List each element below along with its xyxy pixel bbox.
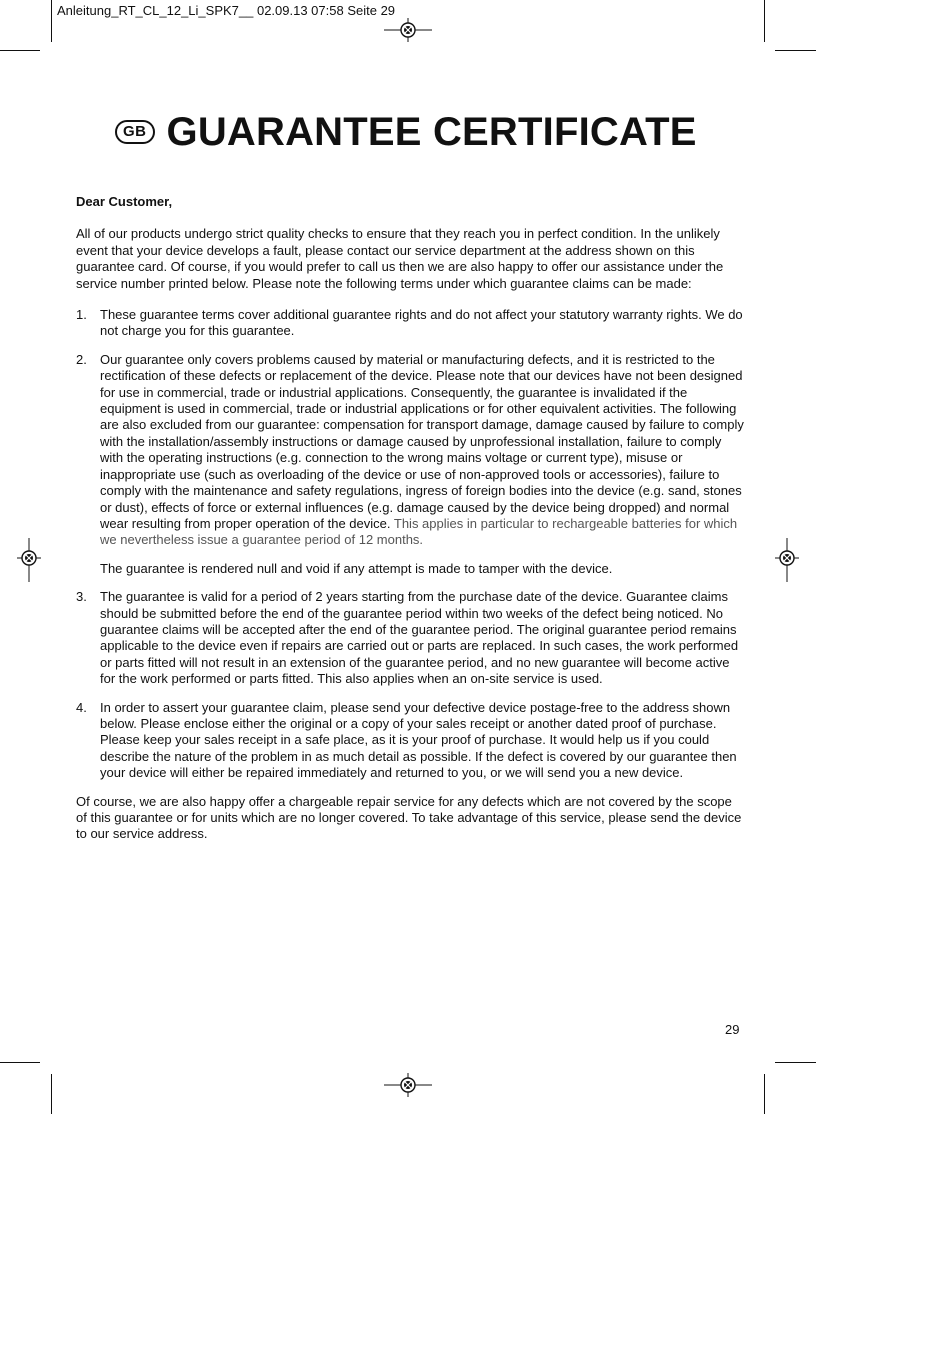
intro-paragraph: All of our products undergo strict quality checks to ensure that they reach you in perfect condition. In the unlikely event that your device develops a fault, please contact our service department at the address shown on this guarantee card. Of course, if you would prefer to call us then we are also happy to offer our assistance under the service number printed below. Please note the following terms under which guarantee claims can be made: (76, 226, 724, 291)
list-item-text: These guarantee terms cover additional guarantee rights and do not affect your statutory warranty rights. We do not charge you for this guarantee. (100, 307, 743, 339)
page-number: 29 (725, 1022, 740, 1037)
crop-mark (764, 0, 765, 42)
crop-mark (0, 1062, 40, 1063)
list-item-text-main: Our guarantee only covers problems caused by material or manufacturing defects, and it is restricted to the rectification of these defects or replacement of the device. Please note that our devices have not been designed for use in commercial, trade or industrial applications. Consequently, the guarantee is invalidated if the equipment is used in commercial, trade or industrial applications or for other equivalent activities. The following are also excluded from our guarantee: compensation for transport damage, damage caused by failure to comply with the installation/assembly instructions or damage caused by unprofessional installation, failure to comply with the operating instructions (e.g. connection to the wrong mains voltage or current type), misuse or inappropriate use (such as overloading of the device or use of non-approved tools or accessories), failure to comply with the maintenance and safety regulations, ingress of foreign bodies into the device (e.g. sand, stones or dust), effects of force or external influences (e.g. damage caused by the device being dropped) and normal wear resulting from proper operation of the device. (100, 351, 744, 531)
page-header (115, 110, 697, 154)
crop-mark (51, 0, 52, 42)
list-item-text: The guarantee is valid for a period of 2 years starting from the purchase date of the device. Guarantee claims should be submitted before the end of the guarantee period within two weeks of the defect being noticed. No guarantee claims will be accepted after the end of the guarantee period. The original guarantee period remains applicable to the device even if repairs are carried out or parts are replaced. In such cases, the work performed or parts fitted will not result in an extension of the guarantee period, and no new guarantee will become active for the work performed or parts fitted. This also applies when an on-site service is used. (100, 589, 739, 687)
list-item-number: 3. (76, 589, 87, 605)
greeting: Dear Customer, (76, 194, 173, 209)
list-item-text (100, 352, 744, 549)
list-item-number: 4. (76, 699, 87, 715)
list-item (76, 700, 744, 782)
list-item (76, 589, 744, 687)
print-slug: Anleitung_RT_CL_12_Li_SPK7__ 02.09.13 07:58 Seite 29 (57, 3, 396, 18)
closing-paragraph: Of course, we are also happy offer a chargeable repair service for any defects which are not covered by the scope of this guarantee or for units which are no longer covered. To take advantage of this service, please send the device to our service address. (76, 793, 742, 842)
crop-mark (775, 50, 816, 51)
registration-mark-icon (17, 538, 41, 582)
registration-mark-icon (384, 1073, 432, 1097)
crop-mark (775, 1062, 816, 1063)
list-item (76, 352, 744, 549)
crop-mark (764, 1074, 765, 1114)
list-item-text-extra: This applies in particular to rechargeable batteries for which we nevertheless issue a guarantee period of 12 months. (100, 515, 738, 548)
language-badge: GB (115, 120, 155, 144)
registration-mark-icon (384, 18, 432, 42)
registration-mark-icon (775, 538, 799, 582)
page-title: GUARANTEE CERTIFICATE (166, 110, 697, 154)
document-body (76, 194, 744, 843)
list-item (76, 307, 744, 340)
crop-mark (0, 50, 40, 51)
list-item-number: 2. (76, 351, 87, 367)
list-item-subparagraph: The guarantee is rendered null and void if any attempt is made to tamper with the device. (100, 560, 613, 576)
list-item-text: In order to assert your guarantee claim, please send your defective device postage-free to the address shown below. Please enclose either the original or a copy of your sales receipt or another dated proof of purchase. Please keep your sales receipt in a safe place, as it is your proof of purchase. It would help us if you could describe the nature of the problem in as much detail as possible. If the defect is covered by our guarantee then your device will either be repaired immediately and returned to you, or we will send you a new device. (100, 699, 737, 781)
list-item-number: 1. (76, 307, 87, 323)
crop-mark (51, 1074, 52, 1114)
